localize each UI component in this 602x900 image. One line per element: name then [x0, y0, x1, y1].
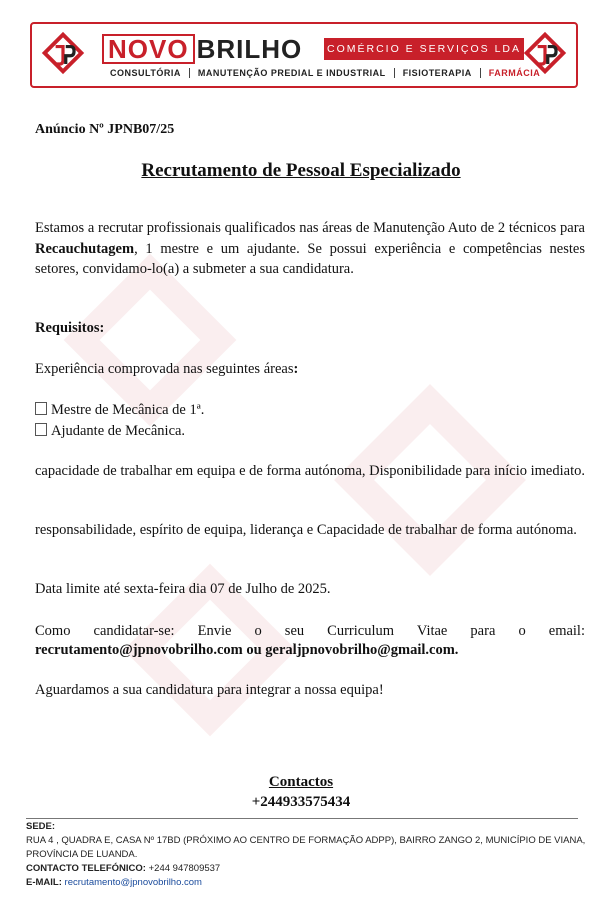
intro-text-end: , 1 mestre e um ajudante. Se possui experiência e competências nestes setores, convidamo-lo(a) a submeter a sua candidatura. — [35, 240, 585, 277]
checkbox-icon — [35, 423, 47, 436]
list-item — [35, 421, 585, 442]
brand-name — [102, 34, 302, 64]
requirements-heading: Requisitos: — [35, 320, 105, 336]
service-item: FARMÁCIA — [488, 68, 541, 78]
intro-text: Estamos a recrutar profissionais qualificados nas áreas de Manutenção Auto de 2 técnicos para — [35, 220, 585, 236]
footer-phone-label: CONTACTO TELEFÓNICO: — [26, 863, 146, 874]
footer-divider — [26, 818, 578, 819]
service-item: CONSULTÓRIA — [102, 68, 190, 78]
brand-name-novo: NOVO — [102, 34, 195, 64]
experience-lead-text: Experiência comprovada nas seguintes áreas — [35, 361, 294, 377]
footer-phone[interactable]: +244 947809537 — [148, 863, 221, 874]
company-logo-icon — [522, 30, 568, 76]
footer-email[interactable]: recrutamento@jpnovobrilho.com — [64, 877, 202, 888]
services-list — [102, 68, 548, 78]
footer-email-label: E-MAIL: — [26, 877, 62, 888]
letterhead-banner — [30, 22, 578, 88]
company-logo-icon — [40, 30, 86, 76]
service-item: FISIOTERAPIA — [395, 68, 481, 78]
position-label: Mestre de Mecânica de 1ª. — [51, 402, 205, 418]
company-tagline: COMÉRCIO E SERVIÇOS LDA — [324, 38, 524, 60]
position-label: Ajudante de Mecânica. — [51, 423, 186, 439]
page-title: Recrutamento de Pessoal Especializado — [141, 160, 461, 181]
footer-seat-label: SEDE: — [26, 821, 56, 832]
intro-bold-text: Recauchutagem — [35, 240, 135, 257]
apply-instructions: Como candidatar-se: Envie o seu Curriculum Vitae para o email: — [35, 623, 585, 639]
footer-address: RUA 4 , QUADRA E, CASA Nº 17BD (PRÓXIMO AO CENTRO DE FORMAÇÃO ADPP), BAIRRO ZANGO 2, MUNICÍPIO DE VIANA, PROVÍNCIA DE LUANDA. — [26, 835, 586, 860]
announcement-reference: Anúncio Nº JPNB07/25 — [35, 122, 175, 137]
closing-paragraph: Aguardamos a sua candidatura para integrar a nossa equipa! — [35, 682, 384, 698]
experience-lead-colon: : — [293, 361, 299, 377]
deadline-paragraph: Data limite até sexta-feira dia 07 de Julho de 2025. — [35, 581, 331, 597]
apply-emails[interactable]: recrutamento@jpnovobrilho.com ou geraljpnovobrilho@gmail.com. — [35, 642, 459, 658]
footer — [26, 820, 586, 890]
brand-name-brilho: BRILHO — [196, 33, 303, 64]
checkbox-icon — [35, 402, 47, 415]
list-item — [35, 400, 585, 421]
contacts-phone[interactable]: +244933575434 — [251, 794, 351, 810]
intro-paragraph — [35, 218, 585, 280]
responsibility-paragraph: responsabilidade, espírito de equipa, liderança e Capacidade de trabalhar de forma autónoma. — [35, 522, 577, 538]
experience-lead — [35, 359, 585, 380]
contacts-heading: Contactos — [268, 774, 334, 790]
capacity-paragraph: capacidade de trabalhar em equipa e de forma autónoma, Disponibilidade para início imediato. — [35, 463, 585, 479]
service-item: MANUTENÇÃO PREDIAL E INDUSTRIAL — [190, 68, 395, 78]
